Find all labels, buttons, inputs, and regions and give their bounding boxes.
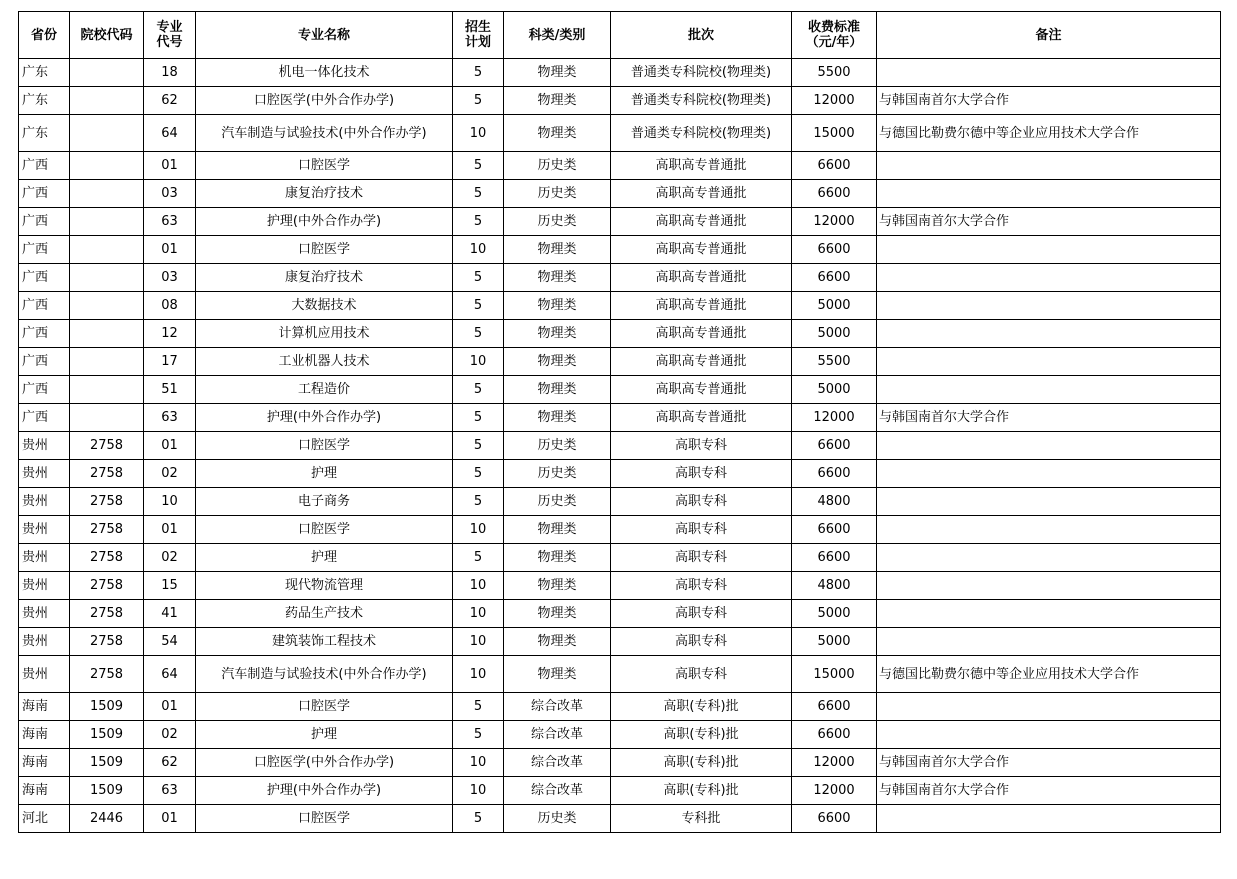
cell-fee: 12000: [792, 749, 877, 777]
cell-school-code: 2758: [70, 572, 144, 600]
cell-batch: 高职专科: [611, 516, 792, 544]
cell-category: 物理类: [504, 544, 611, 572]
cell-province: 河北: [19, 805, 70, 833]
cell-province: 广东: [19, 87, 70, 115]
cell-fee: 5000: [792, 292, 877, 320]
cell-plan: 10: [453, 236, 504, 264]
cell-batch: 高职专科: [611, 600, 792, 628]
cell-school-code: [70, 236, 144, 264]
cell-major-name: 护理(中外合作办学): [196, 777, 453, 805]
cell-plan: 5: [453, 320, 504, 348]
cell-batch: 高职(专科)批: [611, 721, 792, 749]
cell-major-code: 01: [144, 432, 196, 460]
cell-category: 历史类: [504, 488, 611, 516]
cell-plan: 10: [453, 348, 504, 376]
cell-batch: 高职专科: [611, 628, 792, 656]
cell-province: 贵州: [19, 544, 70, 572]
cell-plan: 5: [453, 404, 504, 432]
table-row: [19, 721, 1221, 749]
cell-school-code: 1509: [70, 721, 144, 749]
cell-major-name: 康复治疗技术: [196, 264, 453, 292]
cell-batch: 高职高专普通批: [611, 292, 792, 320]
cell-major-name: 护理(中外合作办学): [196, 208, 453, 236]
cell-school-code: 2758: [70, 628, 144, 656]
cell-batch: 高职(专科)批: [611, 749, 792, 777]
cell-fee: 12000: [792, 777, 877, 805]
header-major-code-line2: 代号: [156, 35, 183, 50]
cell-remark: [877, 320, 1221, 348]
cell-major-name: 口腔医学: [196, 236, 453, 264]
cell-remark: [877, 180, 1221, 208]
cell-province: 海南: [19, 749, 70, 777]
cell-major-code: 01: [144, 693, 196, 721]
cell-plan: 10: [453, 777, 504, 805]
cell-fee: 15000: [792, 115, 877, 152]
cell-major-name: 口腔医学(中外合作办学): [196, 87, 453, 115]
header-plan-line1: 招生: [464, 20, 491, 35]
cell-major-code: 02: [144, 544, 196, 572]
cell-category: 物理类: [504, 320, 611, 348]
cell-category: 物理类: [504, 264, 611, 292]
cell-plan: 5: [453, 488, 504, 516]
header-province: 省份: [19, 12, 70, 59]
cell-category: 历史类: [504, 805, 611, 833]
cell-remark: [877, 432, 1221, 460]
cell-remark: 与德国比勒费尔德中等企业应用技术大学合作: [877, 656, 1221, 693]
cell-plan: 5: [453, 87, 504, 115]
cell-major-name: 大数据技术: [196, 292, 453, 320]
cell-plan: 10: [453, 749, 504, 777]
cell-school-code: 2758: [70, 544, 144, 572]
cell-province: 广东: [19, 115, 70, 152]
cell-major-name: 护理: [196, 721, 453, 749]
cell-category: 物理类: [504, 115, 611, 152]
cell-fee: 6600: [792, 264, 877, 292]
table-body: [19, 59, 1221, 833]
cell-school-code: [70, 208, 144, 236]
cell-fee: 12000: [792, 87, 877, 115]
cell-major-name: 口腔医学(中外合作办学): [196, 749, 453, 777]
cell-fee: 5000: [792, 600, 877, 628]
table-row: [19, 777, 1221, 805]
cell-major-code: 01: [144, 152, 196, 180]
cell-remark: 与韩国南首尔大学合作: [877, 749, 1221, 777]
cell-school-code: 2758: [70, 460, 144, 488]
cell-batch: 高职专科: [611, 432, 792, 460]
cell-remark: [877, 460, 1221, 488]
cell-major-code: 01: [144, 236, 196, 264]
admissions-table: [18, 11, 1221, 833]
cell-province: 贵州: [19, 656, 70, 693]
cell-major-name: 护理(中外合作办学): [196, 404, 453, 432]
cell-school-code: 1509: [70, 693, 144, 721]
cell-fee: 15000: [792, 656, 877, 693]
cell-school-code: 2758: [70, 656, 144, 693]
cell-major-code: 63: [144, 777, 196, 805]
cell-remark: [877, 693, 1221, 721]
cell-remark: [877, 628, 1221, 656]
table-row: [19, 460, 1221, 488]
header-fee-line1: 收费标准: [807, 20, 860, 35]
admissions-table-sheet: [18, 11, 1221, 833]
cell-school-code: [70, 348, 144, 376]
cell-fee: 12000: [792, 208, 877, 236]
cell-batch: 高职专科: [611, 656, 792, 693]
table-row: [19, 805, 1221, 833]
cell-fee: 6600: [792, 693, 877, 721]
cell-category: 物理类: [504, 376, 611, 404]
cell-major-name: 口腔医学: [196, 432, 453, 460]
cell-school-code: [70, 264, 144, 292]
cell-batch: 高职(专科)批: [611, 693, 792, 721]
cell-batch: 高职高专普通批: [611, 152, 792, 180]
cell-batch: 普通类专科院校(物理类): [611, 59, 792, 87]
cell-category: 综合改革: [504, 749, 611, 777]
cell-school-code: 1509: [70, 777, 144, 805]
cell-category: 物理类: [504, 348, 611, 376]
cell-major-name: 汽车制造与试验技术(中外合作办学): [196, 656, 453, 693]
cell-fee: 6600: [792, 432, 877, 460]
cell-category: 物理类: [504, 236, 611, 264]
cell-category: 历史类: [504, 180, 611, 208]
cell-category: 物理类: [504, 516, 611, 544]
cell-remark: [877, 376, 1221, 404]
cell-province: 广西: [19, 348, 70, 376]
cell-plan: 5: [453, 264, 504, 292]
cell-major-code: 03: [144, 264, 196, 292]
cell-remark: [877, 264, 1221, 292]
cell-major-code: 54: [144, 628, 196, 656]
cell-batch: 专科批: [611, 805, 792, 833]
cell-batch: 高职(专科)批: [611, 777, 792, 805]
cell-major-code: 03: [144, 180, 196, 208]
cell-major-code: 02: [144, 460, 196, 488]
header-batch: 批次: [611, 12, 792, 59]
table-row: [19, 376, 1221, 404]
cell-batch: 高职专科: [611, 460, 792, 488]
cell-category: 物理类: [504, 87, 611, 115]
cell-batch: 高职高专普通批: [611, 236, 792, 264]
cell-batch: 普通类专科院校(物理类): [611, 115, 792, 152]
cell-major-name: 药品生产技术: [196, 600, 453, 628]
cell-remark: [877, 292, 1221, 320]
cell-plan: 5: [453, 805, 504, 833]
cell-plan: 5: [453, 721, 504, 749]
cell-plan: 5: [453, 180, 504, 208]
cell-province: 贵州: [19, 516, 70, 544]
cell-category: 综合改革: [504, 721, 611, 749]
cell-province: 广东: [19, 59, 70, 87]
cell-school-code: [70, 292, 144, 320]
cell-major-name: 康复治疗技术: [196, 180, 453, 208]
cell-remark: 与韩国南首尔大学合作: [877, 87, 1221, 115]
table-row: [19, 432, 1221, 460]
cell-fee: 6600: [792, 805, 877, 833]
table-header: [19, 12, 1221, 59]
cell-remark: [877, 805, 1221, 833]
table-row: [19, 488, 1221, 516]
cell-province: 广西: [19, 320, 70, 348]
table-row: [19, 749, 1221, 777]
cell-major-code: 15: [144, 572, 196, 600]
cell-province: 广西: [19, 264, 70, 292]
cell-category: 历史类: [504, 460, 611, 488]
cell-remark: [877, 572, 1221, 600]
cell-major-code: 63: [144, 208, 196, 236]
cell-remark: [877, 516, 1221, 544]
cell-remark: [877, 348, 1221, 376]
cell-fee: 6600: [792, 721, 877, 749]
cell-major-name: 护理: [196, 460, 453, 488]
cell-remark: [877, 544, 1221, 572]
cell-province: 贵州: [19, 628, 70, 656]
cell-fee: 5000: [792, 320, 877, 348]
cell-remark: [877, 488, 1221, 516]
cell-major-code: 64: [144, 115, 196, 152]
cell-plan: 5: [453, 292, 504, 320]
cell-school-code: [70, 180, 144, 208]
cell-major-code: 01: [144, 805, 196, 833]
cell-province: 海南: [19, 693, 70, 721]
cell-school-code: [70, 115, 144, 152]
cell-major-name: 工业机器人技术: [196, 348, 453, 376]
cell-province: 广西: [19, 292, 70, 320]
cell-batch: 高职高专普通批: [611, 180, 792, 208]
cell-fee: 5000: [792, 376, 877, 404]
cell-province: 贵州: [19, 600, 70, 628]
cell-plan: 5: [453, 152, 504, 180]
cell-plan: 5: [453, 432, 504, 460]
table-row: [19, 59, 1221, 87]
cell-category: 综合改革: [504, 693, 611, 721]
header-fee: [792, 12, 877, 59]
cell-fee: 4800: [792, 488, 877, 516]
cell-school-code: 2758: [70, 488, 144, 516]
cell-major-name: 汽车制造与试验技术(中外合作办学): [196, 115, 453, 152]
cell-batch: 高职高专普通批: [611, 320, 792, 348]
cell-major-name: 工程造价: [196, 376, 453, 404]
cell-remark: 与韩国南首尔大学合作: [877, 404, 1221, 432]
cell-school-code: 2758: [70, 432, 144, 460]
cell-school-code: [70, 152, 144, 180]
cell-batch: 高职高专普通批: [611, 208, 792, 236]
cell-school-code: [70, 404, 144, 432]
cell-major-code: 64: [144, 656, 196, 693]
cell-province: 广西: [19, 180, 70, 208]
table-row: [19, 264, 1221, 292]
header-remark: 备注: [877, 12, 1221, 59]
cell-major-code: 51: [144, 376, 196, 404]
cell-fee: 6600: [792, 152, 877, 180]
table-row: [19, 516, 1221, 544]
cell-remark: [877, 721, 1221, 749]
cell-province: 海南: [19, 777, 70, 805]
cell-plan: 5: [453, 544, 504, 572]
table-row: [19, 572, 1221, 600]
cell-batch: 高职高专普通批: [611, 348, 792, 376]
cell-province: 贵州: [19, 432, 70, 460]
cell-major-code: 10: [144, 488, 196, 516]
cell-major-name: 护理: [196, 544, 453, 572]
cell-category: 物理类: [504, 628, 611, 656]
header-plan-line2: 计划: [464, 35, 491, 50]
cell-major-code: 08: [144, 292, 196, 320]
cell-province: 海南: [19, 721, 70, 749]
cell-major-code: 01: [144, 516, 196, 544]
cell-major-name: 口腔医学: [196, 805, 453, 833]
cell-major-code: 63: [144, 404, 196, 432]
cell-category: 物理类: [504, 292, 611, 320]
table-row: [19, 115, 1221, 152]
cell-category: 物理类: [504, 59, 611, 87]
cell-batch: 高职高专普通批: [611, 376, 792, 404]
table-row: [19, 292, 1221, 320]
cell-province: 广西: [19, 152, 70, 180]
cell-school-code: 1509: [70, 749, 144, 777]
cell-province: 广西: [19, 404, 70, 432]
cell-plan: 10: [453, 516, 504, 544]
cell-major-code: 12: [144, 320, 196, 348]
cell-school-code: [70, 376, 144, 404]
header-fee-line2: （元/年）: [805, 35, 863, 50]
table-row: [19, 348, 1221, 376]
header-major-code-line1: 专业: [156, 20, 183, 35]
table-row: [19, 600, 1221, 628]
cell-plan: 5: [453, 693, 504, 721]
cell-major-code: 62: [144, 749, 196, 777]
cell-major-name: 建筑装饰工程技术: [196, 628, 453, 656]
cell-plan: 5: [453, 59, 504, 87]
cell-major-code: 17: [144, 348, 196, 376]
table-row: [19, 152, 1221, 180]
table-row: [19, 236, 1221, 264]
cell-category: 物理类: [504, 600, 611, 628]
cell-major-name: 口腔医学: [196, 516, 453, 544]
cell-plan: 10: [453, 572, 504, 600]
cell-category: 物理类: [504, 656, 611, 693]
cell-category: 物理类: [504, 404, 611, 432]
table-row: [19, 87, 1221, 115]
cell-remark: 与韩国南首尔大学合作: [877, 208, 1221, 236]
cell-plan: 5: [453, 208, 504, 236]
cell-batch: 高职专科: [611, 488, 792, 516]
cell-school-code: [70, 59, 144, 87]
cell-province: 广西: [19, 376, 70, 404]
cell-school-code: [70, 320, 144, 348]
cell-province: 贵州: [19, 572, 70, 600]
header-plan: [453, 12, 504, 59]
cell-fee: 5500: [792, 348, 877, 376]
cell-plan: 10: [453, 656, 504, 693]
cell-batch: 普通类专科院校(物理类): [611, 87, 792, 115]
table-row: [19, 404, 1221, 432]
cell-province: 贵州: [19, 488, 70, 516]
cell-fee: 12000: [792, 404, 877, 432]
cell-category: 物理类: [504, 572, 611, 600]
header-major-code: [144, 12, 196, 59]
cell-fee: 6600: [792, 236, 877, 264]
cell-remark: 与韩国南首尔大学合作: [877, 777, 1221, 805]
cell-major-name: 电子商务: [196, 488, 453, 516]
header-major-name: 专业名称: [196, 12, 453, 59]
cell-major-code: 41: [144, 600, 196, 628]
cell-school-code: 2446: [70, 805, 144, 833]
cell-major-name: 计算机应用技术: [196, 320, 453, 348]
cell-major-name: 口腔医学: [196, 152, 453, 180]
cell-plan: 5: [453, 460, 504, 488]
table-row: [19, 320, 1221, 348]
cell-batch: 高职高专普通批: [611, 404, 792, 432]
cell-major-name: 口腔医学: [196, 693, 453, 721]
table-row: [19, 628, 1221, 656]
cell-fee: 6600: [792, 544, 877, 572]
header-row: [19, 12, 1221, 59]
header-school-code: 院校代码: [70, 12, 144, 59]
table-row: [19, 180, 1221, 208]
cell-fee: 5500: [792, 59, 877, 87]
cell-major-code: 62: [144, 87, 196, 115]
table-row: [19, 544, 1221, 572]
cell-major-name: 现代物流管理: [196, 572, 453, 600]
cell-fee: 6600: [792, 180, 877, 208]
cell-plan: 10: [453, 115, 504, 152]
cell-category: 综合改革: [504, 777, 611, 805]
cell-fee: 6600: [792, 460, 877, 488]
cell-remark: [877, 59, 1221, 87]
cell-fee: 6600: [792, 516, 877, 544]
cell-plan: 10: [453, 628, 504, 656]
cell-batch: 高职专科: [611, 544, 792, 572]
cell-batch: 高职高专普通批: [611, 264, 792, 292]
table-row: [19, 656, 1221, 693]
cell-major-code: 18: [144, 59, 196, 87]
cell-school-code: 2758: [70, 600, 144, 628]
cell-remark: [877, 152, 1221, 180]
cell-remark: 与德国比勒费尔德中等企业应用技术大学合作: [877, 115, 1221, 152]
cell-major-name: 机电一体化技术: [196, 59, 453, 87]
cell-remark: [877, 236, 1221, 264]
table-row: [19, 208, 1221, 236]
cell-province: 广西: [19, 236, 70, 264]
cell-school-code: [70, 87, 144, 115]
header-category: 科类/类别: [504, 12, 611, 59]
cell-batch: 高职专科: [611, 572, 792, 600]
table-row: [19, 693, 1221, 721]
cell-fee: 4800: [792, 572, 877, 600]
cell-school-code: 2758: [70, 516, 144, 544]
cell-fee: 5000: [792, 628, 877, 656]
cell-category: 历史类: [504, 152, 611, 180]
cell-major-code: 02: [144, 721, 196, 749]
cell-province: 贵州: [19, 460, 70, 488]
cell-category: 历史类: [504, 208, 611, 236]
cell-remark: [877, 600, 1221, 628]
cell-province: 广西: [19, 208, 70, 236]
cell-plan: 10: [453, 600, 504, 628]
cell-category: 历史类: [504, 432, 611, 460]
cell-plan: 5: [453, 376, 504, 404]
